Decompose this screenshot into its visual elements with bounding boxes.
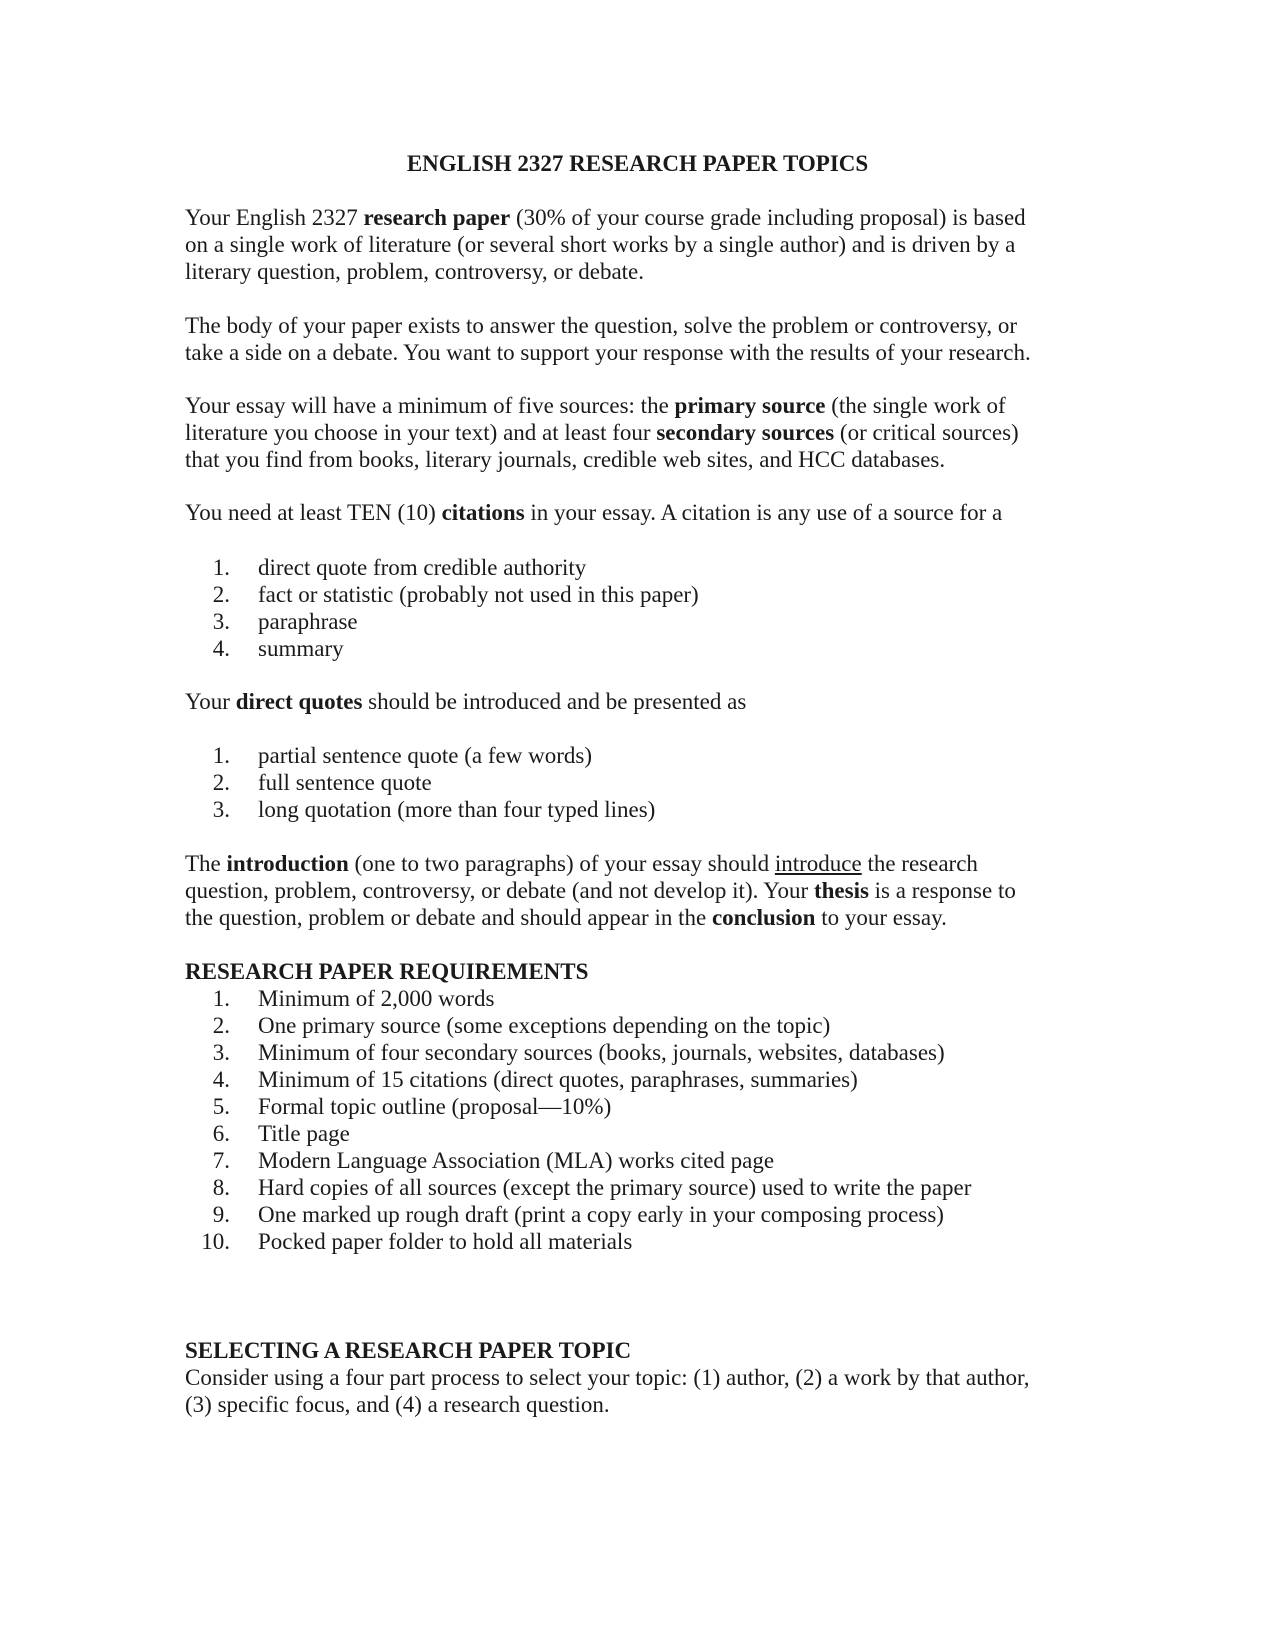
paragraph-4-line-1: You need at least TEN (10) citations in your essay. A citation is any use of a source for a bbox=[185, 500, 1003, 525]
paragraph-1-line-1: Your English 2327 research paper (30% of your course grade including proposal) is based bbox=[185, 205, 1026, 230]
paragraph-1-line-2: on a single work of literature (or several short works by a single author) and is driven by a bbox=[185, 232, 1016, 257]
paragraph-6-line-3: the question, problem or debate and should appear in the conclusion to your essay. bbox=[185, 905, 947, 930]
paragraph-3-line-2: literature you choose in your text) and at least four secondary sources (or critical sources) bbox=[185, 420, 1019, 445]
paragraph-3-line-1: Your essay will have a minimum of five sources: the primary source (the single work of bbox=[185, 393, 1006, 418]
paragraph-2-line-1: The body of your paper exists to answer the question, solve the problem or controversy, or bbox=[185, 313, 1018, 338]
page-title: ENGLISH 2327 RESEARCH PAPER TOPICS bbox=[406, 151, 869, 176]
paragraph-3-line-3: that you find from books, literary journals, credible web sites, and HCC databases. bbox=[185, 447, 946, 472]
document-page: ENGLISH 2327 RESEARCH PAPER TOPICS Your English 2327 research paper (30% of your course grade including proposal) is based on a single work of literature (or several short works by a single author) and is driven by a literary question, problem, controversy, or debate. The body of your paper exists to answer the question, solve the problem or controversy, or take a side on a debate. You want to support your response with the results of your research. Your essay will have a minimum of five sources: the primary source (the single work of literature you choose in your text) and at least four secondary sources (or critical sources) that you find from books, literary journals, credible web sites, and HCC databases. You need at least TEN (10) citations in your essay. A citation is any use of a source for a 1. direct quote from credible authority 2. fact or statistic (probably not used in this paper) 3. paraphrase 4. summary Your direct quotes should be introduced and be presented as 1. partial sentence quote (a few words) 2. full sentence quote 3. long quotation (more than four typed lines) The introduction (one to two paragraphs) of your essay should introduce the research question, problem, controversy, or debate (and not develop it). Your thesis is a response to the question, problem or debate and should appear in the conclusion to your essay. RESEARCH PAPER REQUIREMENTS 1. Minimum of 2,000 words 2. One primary source (some exceptions depending on the topic) 3. Minimum of four secondary sources (books, journals, websites, databases) 4. Minimum of 15 citations (direct quotes, paraphrases, summaries) 5. Formal topic outline (proposal—10%) 6. Title page 7. Modern Language Association (MLA) works cited page 8. Hard copies of all sources (except the primary source) used to write the paper 9. One marked up rough draft (print a copy early in your composing process) 10. Pocked paper folder to hold all materials SELECTING A RESEARCH PAPER TOPIC Consider using a four part process to select your topic: (1) author, (2) a work by that author, (3) specific focus, and (4) a research question. bbox=[0, 0, 1275, 1650]
paragraph-6-line-1: The introduction (one to two paragraphs) of your essay should introduce the research bbox=[185, 851, 978, 876]
selecting-heading: SELECTING A RESEARCH PAPER TOPIC bbox=[185, 1338, 632, 1363]
paragraph-2-line-2: take a side on a debate. You want to support your response with the results of your research. bbox=[185, 340, 1031, 365]
selecting-line-2: (3) specific focus, and (4) a research question. bbox=[185, 1392, 610, 1417]
paragraph-6-line-2: question, problem, controversy, or debate (and not develop it). Your thesis is a response to bbox=[185, 878, 1016, 903]
requirements-heading: RESEARCH PAPER REQUIREMENTS bbox=[185, 959, 589, 984]
paragraph-1-line-3: literary question, problem, controversy, or debate. bbox=[185, 259, 645, 284]
paragraph-5-line-1: Your direct quotes should be introduced and be presented as bbox=[185, 689, 747, 714]
selecting-line-1: Consider using a four part process to select your topic: (1) author, (2) a work by that author, bbox=[185, 1365, 1030, 1390]
